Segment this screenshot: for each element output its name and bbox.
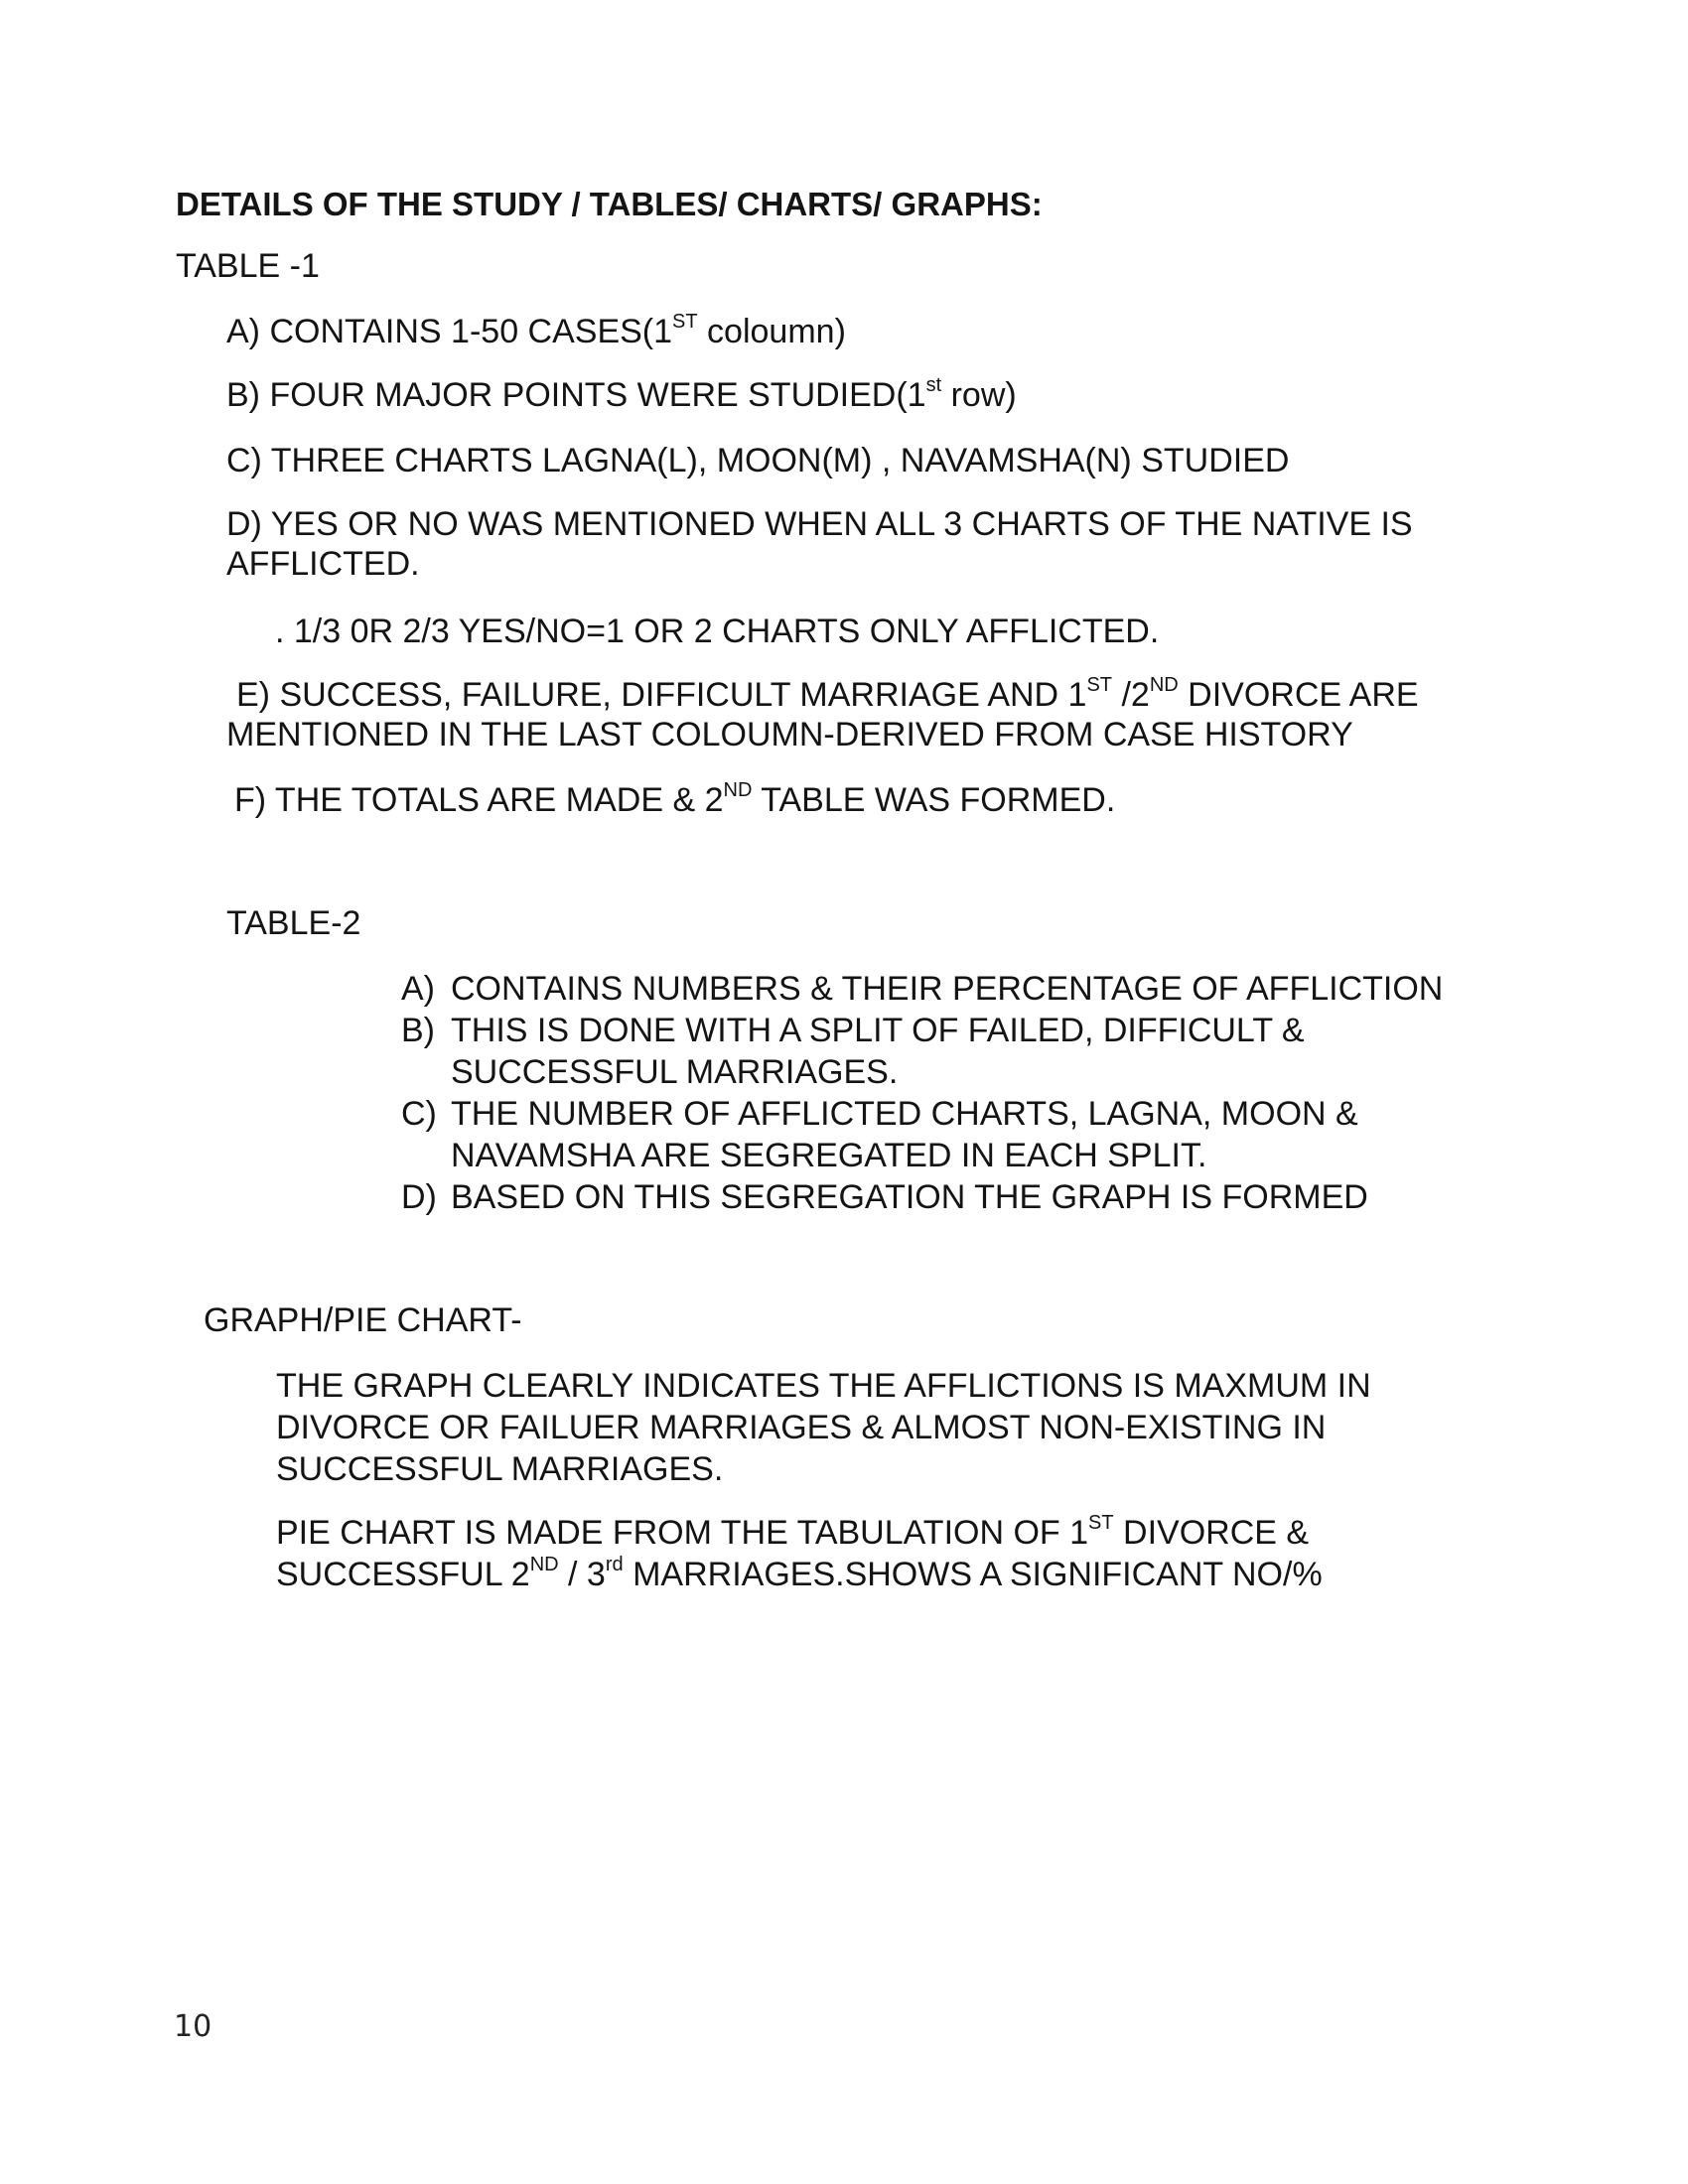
- graph-title: GRAPH/PIE CHART-: [204, 1301, 522, 1339]
- page-number: 10: [174, 2009, 212, 2044]
- list-marker: A): [401, 970, 435, 1008]
- pie-paragraph-line2: SUCCESSFUL 2ND / 3rd MARRIAGES.SHOWS A SIGNIFICANT NO/%: [276, 1553, 1323, 1593]
- list-text: THIS IS DONE WITH A SPLIT OF FAILED, DIFFICULT &: [451, 1012, 1305, 1049]
- list-text: CONTAINS NUMBERS & THEIR PERCENTAGE OF AFFLICTION: [451, 970, 1444, 1008]
- table1-item-a: A) CONTAINS 1-50 CASES(1ST coloumn): [226, 310, 846, 350]
- list-text: THE NUMBER OF AFFLICTED CHARTS, LAGNA, MOON &: [451, 1095, 1358, 1133]
- list-marker: C): [401, 1095, 437, 1133]
- table1-item-e-line1: E) SUCCESS, FAILURE, DIFFICULT MARRIAGE AND 1ST /2ND DIVORCE ARE: [236, 673, 1419, 714]
- table1-item-d-line2: AFFLICTED.: [226, 545, 420, 583]
- table1-item-e-line2: MENTIONED IN THE LAST COLOUMN-DERIVED FROM CASE HISTORY: [226, 716, 1353, 753]
- list-text: BASED ON THIS SEGREGATION THE GRAPH IS FORMED: [451, 1178, 1368, 1216]
- graph-paragraph-line: THE GRAPH CLEARLY INDICATES THE AFFLICTIONS IS MAXMUM IN: [276, 1367, 1371, 1405]
- list-marker: B): [401, 1012, 435, 1049]
- table1-item-f: F) THE TOTALS ARE MADE & 2ND TABLE WAS FORMED.: [234, 778, 1116, 819]
- table1-item-d-line1: D) YES OR NO WAS MENTIONED WHEN ALL 3 CHARTS OF THE NATIVE IS: [226, 505, 1413, 543]
- list-text: NAVAMSHA ARE SEGREGATED IN EACH SPLIT.: [451, 1137, 1207, 1174]
- pie-paragraph-line1: PIE CHART IS MADE FROM THE TABULATION OF 1ST DIVORCE &: [276, 1511, 1310, 1552]
- graph-paragraph-line: SUCCESSFUL MARRIAGES.: [276, 1450, 724, 1488]
- page-heading: DETAILS OF THE STUDY / TABLES/ CHARTS/ GRAPHS:: [176, 186, 1043, 222]
- table1-item-b: B) FOUR MAJOR POINTS WERE STUDIED(1st row): [226, 373, 1017, 414]
- table1-item-c: C) THREE CHARTS LAGNA(L), MOON(M) , NAVAMSHA(N) STUDIED: [226, 442, 1290, 479]
- list-marker: D): [401, 1178, 437, 1216]
- list-text: SUCCESSFUL MARRIAGES.: [451, 1053, 899, 1091]
- table1-title: TABLE -1: [176, 247, 320, 285]
- table1-item-d-note: . 1/3 0R 2/3 YES/NO=1 OR 2 CHARTS ONLY AFFLICTED.: [275, 613, 1160, 650]
- graph-paragraph-line: DIVORCE OR FAILUER MARRIAGES & ALMOST NON-EXISTING IN: [276, 1409, 1327, 1446]
- table2-title: TABLE-2: [226, 904, 361, 942]
